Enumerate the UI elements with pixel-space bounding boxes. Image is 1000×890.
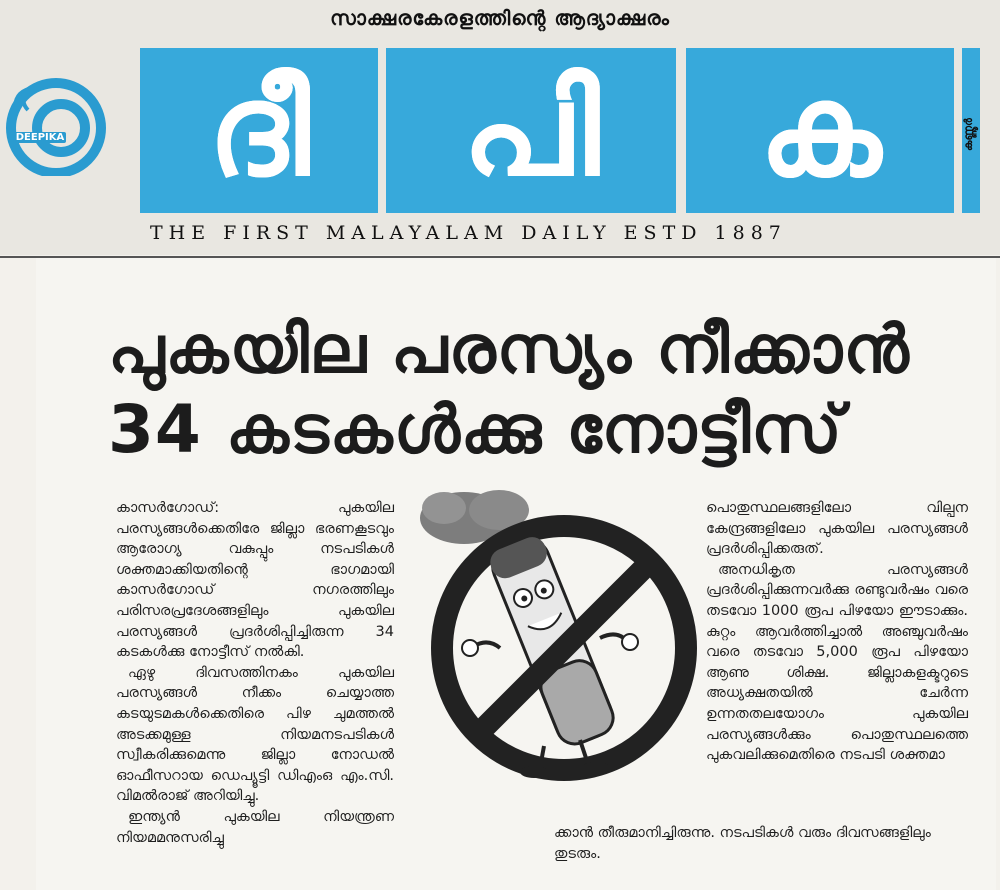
article-headline — [108, 310, 988, 470]
paragraph: കാസർഗോഡ്: പുകയില പരസ്യങ്ങൾക്കെതിരേ ജില്ലാ ഭരണകൂടവും ആരോഗ്യ വകുപ്പും നടപടികൾ ശക്തമാക്കിയതിന്റെ ഭാഗമായി കാസർഗോഡ് നഗരത്തിലും പരിസരപ്രദേശങ്ങളിലും പുകയില പരസ്യങ്ങൾ പ്രദർശിപ്പിച്ചിരുന്ന 34 കടകൾക്കു നോട്ടീസ് നൽകി. — [116, 500, 394, 661]
logo-wordmark: DEEPIKA — [15, 132, 65, 143]
masthead-subtitle: THE FIRST MALAYALAM DAILY ESTD 1887 — [150, 222, 787, 244]
paragraph: അനധികൃത പരസ്യങ്ങൾ പ്രദർശിപ്പിക്കുന്നവർക്കു രണ്ടുവർഷം വരെ തടവോ 1000 രൂപ പിഴയോ ഈടാക്കും. കുറ്റം ആവർത്തിച്ചാൽ അഞ്ചുവർഷം വരെ തടവോ 5,000 രൂപ പിഴയോ ആണു ശിക്ഷ. ജില്ലാകളക്ടറുടെ അധ്യക്ഷതയിൽ ചേർന്ന ഉന്നതതലയോഗം പുകയില പരസ്യങ്ങൾക്കും പൊതുസ്ഥലത്തെ പുകവലിക്കുമെതിരെ നടപടി ശക്തമാ — [706, 561, 968, 764]
headline-line-2: 34 കടകൾക്കു നോട്ടീസ് — [108, 391, 843, 468]
masthead-tagline: സാക്ഷരകേരളത്തിന്റെ ആദ്യാക്ഷരം — [330, 6, 670, 30]
brand-block-1 — [140, 48, 378, 213]
paragraph: ഇന്ത്യൻ പുകയില നിയന്ത്രണ നിയമമനുസരിച്ചു — [116, 808, 394, 846]
brand-block-3 — [686, 48, 954, 213]
article-column-left — [116, 498, 394, 848]
article-column-right — [706, 498, 968, 766]
brand-letter-3: ക — [758, 55, 882, 205]
paragraph: ഏഴു ദിവസത്തിനകം പുകയില പരസ്യങ്ങൾ നീക്കം ചെയ്യാത്ത കടയുടമകൾക്കെതിരെ പിഴ ചുമത്തൽ അടക്കമുള്ള നിയമനടപടികൾ സ്വീകരിക്കുമെന്നു ജില്ലാ നോഡൽ ഓഫീസറായ ഡെപ്യൂട്ടി ഡിഎംഒ എം.സി. വിമൽരാജ് അറിയിച്ചു. — [116, 664, 394, 805]
brand-block-2 — [386, 48, 676, 213]
paragraph: പൊതുസ്ഥലങ്ങളിലോ വില്പന കേന്ദ്രങ്ങളിലോ പുകയില പരസ്യങ്ങൾ പ്രദർശിപ്പിക്കരുത്. — [706, 500, 968, 558]
brand-letter-2: പി — [462, 55, 600, 205]
deepika-logo-icon — [6, 76, 106, 176]
masthead — [0, 0, 1000, 255]
headline-line-1: പുകയില പരസ്യം നീക്കാൻ — [108, 311, 910, 388]
no-smoking-illustration — [404, 478, 700, 788]
edition-district: കണ്ണൂർ — [962, 118, 975, 152]
article-closing-line: ക്കാൻ തീരുമാനിച്ചിരുന്നു. നടപടികൾ വരും ദിവസങ്ങളിലും തുടരും. — [554, 825, 931, 862]
brand-letter-1: ദീ — [208, 55, 310, 205]
